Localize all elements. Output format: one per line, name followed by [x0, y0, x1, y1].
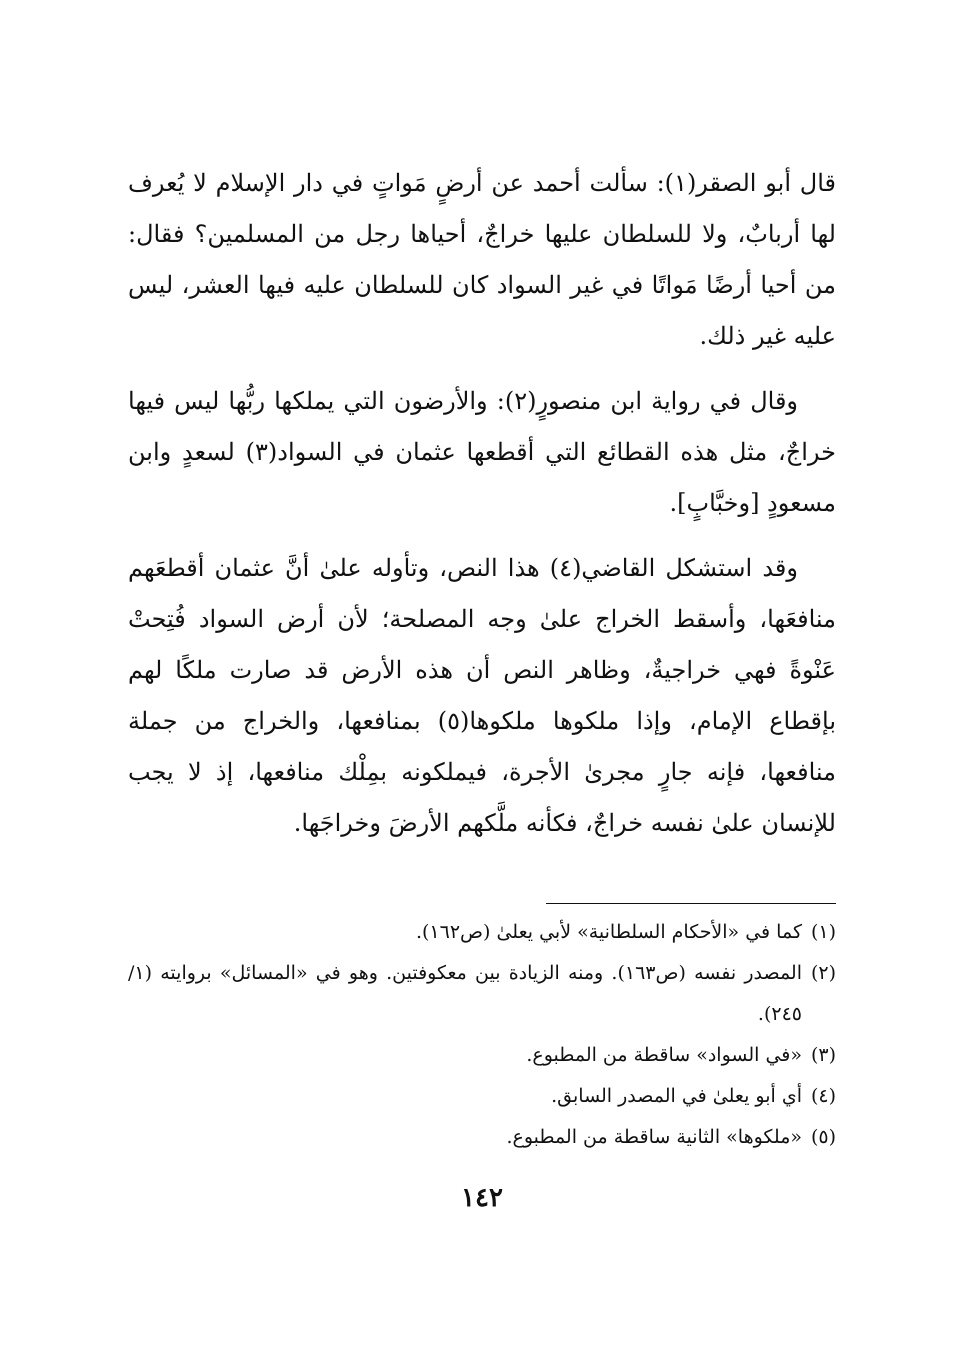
footnote-text: كما في «الأحكام السلطانية» لأبي يعلىٰ (ص١٦٢). [415, 921, 802, 943]
footnote-text: أي أبو يعلىٰ في المصدر السابق. [551, 1085, 802, 1107]
footnote-3 [128, 1035, 836, 1076]
footnote-text: «ملكوها» الثانية ساقطة من المطبوع. [506, 1126, 802, 1148]
footnote-number: (٢) [810, 962, 836, 984]
footnote-number: (١) [810, 921, 836, 943]
footnote-number: (٤) [810, 1085, 836, 1107]
footnote-number: (٥) [810, 1126, 836, 1148]
footnote-1 [128, 912, 836, 953]
footnote-2 [128, 953, 836, 1035]
main-text [128, 158, 836, 863]
footnote-4 [128, 1076, 836, 1117]
paragraph-3: وقد استشكل القاضي(٤) هذا النص، وتأوله علىٰ أنَّ عثمان أقطعَهم منافعَها، وأسقط الخراج علىٰ وجه المصلحة؛ لأن أرض السواد فُتِحتْ عَنْوةً فهي خراجيةٌ، وظاهر النص أن هذه الأرض قد صارت ملكًا لهم بإقطاع الإمام، وإذا ملكوها ملكوها(٥) بمنافعها، والخراج من جملة منافعها، فإنه جارٍ مجرىٰ الأجرة، فيملكونه بمِلْك منافعها، إذ لا يجب للإنسان علىٰ نفسه خراجٌ، فكأنه ملَّكهم الأرضَ وخراجَها. [128, 554, 836, 837]
footnote-text: المصدر نفسه (ص١٦٣). ومنه الزيادة بين معكوفتين. وهو في «المسائل» بروايته (١/ ٢٤٥). [128, 962, 802, 1025]
paragraph-1: قال أبو الصقر(١): سألت أحمد عن أرضٍ مَواتٍ في دار الإسلام لا يُعرف لها أربابٌ، ولا للسلطان عليها خراجٌ، أحياها رجل من المسلمين؟ فقال: من أحيا أرضًا مَواتًا في غير السواد كان للسلطان عليه فيها العشر، ليس عليه غير ذلك. [128, 169, 837, 350]
footnote-5 [128, 1117, 836, 1158]
footnote-number: (٣) [810, 1044, 836, 1066]
footnote-divider [546, 903, 836, 904]
paragraph-2: وقال في رواية ابن منصورٍ(٢): والأرضون التي يملكها ربُّها ليس فيها خراجٌ، مثل هذه القطائع التي أقطعها عثمان في السواد(٣) لسعدٍ وابن مسعودٍ [وخبَّابٍ]. [128, 387, 836, 517]
footnote-text: «في السواد» ساقطة من المطبوع. [526, 1044, 802, 1066]
footnotes [128, 912, 836, 1158]
page-number: ١٤٢ [461, 1183, 503, 1213]
